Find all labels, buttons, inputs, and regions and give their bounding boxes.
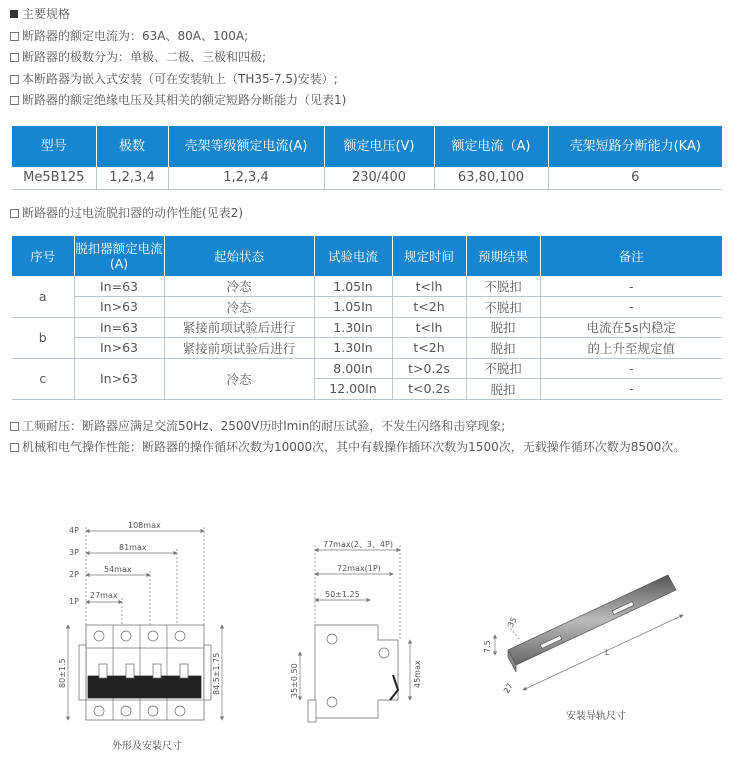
rail-slot-dim: 27 bbox=[501, 681, 515, 695]
width-2p: 54max bbox=[104, 565, 132, 574]
header-model: 型号 bbox=[12, 126, 96, 167]
table-row: a In=63 冷态 1.05In t<lh 不脱扣 - bbox=[12, 276, 722, 297]
pole-label-3p: 3P bbox=[69, 548, 79, 557]
pole-label-4p: 4P bbox=[69, 526, 79, 535]
rail-height-dim: 7.5 bbox=[483, 640, 492, 653]
header-current: 额定电流（A) bbox=[434, 126, 548, 167]
header-breaking-capacity: 壳架短路分断能力(KA) bbox=[548, 126, 722, 167]
note-item: 机械和电气操作性能：断路器的操作循环次数为10000次，其中有载操作插环次数为1500次，无载操作循环次数为8500次。 bbox=[10, 437, 685, 458]
table-row: 12.00In t<0.2s 脱扣 - bbox=[12, 379, 722, 400]
specs-heading: 主要规格 bbox=[22, 7, 71, 21]
drawing1-caption: 外形及安装尺寸 bbox=[112, 741, 182, 752]
height-right-dim: 84.5±1.75 bbox=[212, 652, 221, 695]
side-top-dim: 77max(2、3、4P) bbox=[323, 540, 393, 549]
table-row: Me5B125 1,2,3,4 1,2,3,4 230/400 63,80,100 6 bbox=[12, 167, 722, 189]
spec-item: 断路器的额定电流为：63A、80A、100A; bbox=[10, 26, 745, 48]
width-1p: 27max bbox=[90, 591, 118, 600]
table2-title: 断路器的过电流脱扣器的动作性能(见表2) bbox=[22, 206, 243, 220]
spec-item: 断路器的极数分为：单极、二极、三极和四极; bbox=[10, 47, 745, 69]
spec-item: 本断路器为嵌入式安装（可在安装轨上（TH35-7.5)安装）; bbox=[10, 69, 745, 91]
table-row: b In=63 紧接前项试验后进行 1.30In t<lh 脱扣 电流在5s内稳定 bbox=[12, 317, 722, 338]
header-frame-current: 壳架等级额定电流(A) bbox=[168, 126, 324, 167]
side-left-dim: 35±0.50 bbox=[290, 663, 299, 698]
table-row: In>63 紧接前项试验后进行 1.30In t<2h 脱扣 的上升至规定值 bbox=[12, 338, 722, 359]
note-item: 工频耐压：断路器应满足交流50Hz、2500V历时lmin的耐压试验，不发生闪络和击穿现象; bbox=[10, 416, 685, 437]
height-left-dim: 80±1.5 bbox=[58, 658, 67, 688]
spec-item: 断路器的额定绝缘电压及其相关的额定短路分断能力（见表1) bbox=[10, 90, 745, 112]
header-voltage: 额定电压(V) bbox=[324, 126, 434, 167]
side-low-dim: 50±1.25 bbox=[325, 590, 360, 599]
side-right-dim: 45max bbox=[413, 660, 422, 688]
breaker-front-drawing bbox=[58, 521, 222, 720]
breaker-side-drawing bbox=[290, 540, 422, 722]
width-3p: 81max bbox=[119, 543, 147, 552]
pole-label-1p: 1P bbox=[69, 597, 79, 606]
table-row: c In>63 冷态 8.00In t>0.2s 不脱扣 - bbox=[12, 358, 722, 379]
table-row: In>63 冷态 1.05In t<2h 不脱扣 - bbox=[12, 297, 722, 318]
drawing3-caption: 安装导轨尺寸 bbox=[566, 711, 626, 722]
rail-length-dim: L bbox=[605, 648, 610, 657]
table-header-row: 序号 脱扣器额定电流(A) 起始状态 试验电流 规定时间 预期结果 备注 bbox=[12, 236, 722, 276]
pole-label-2p: 2P bbox=[69, 570, 79, 579]
din-rail-drawing bbox=[483, 575, 683, 695]
header-poles: 极数 bbox=[96, 126, 168, 167]
width-4p: 108max bbox=[128, 521, 161, 530]
side-mid-dim: 72max(1P) bbox=[337, 564, 381, 573]
rail-width-dim: 35 bbox=[505, 615, 519, 629]
